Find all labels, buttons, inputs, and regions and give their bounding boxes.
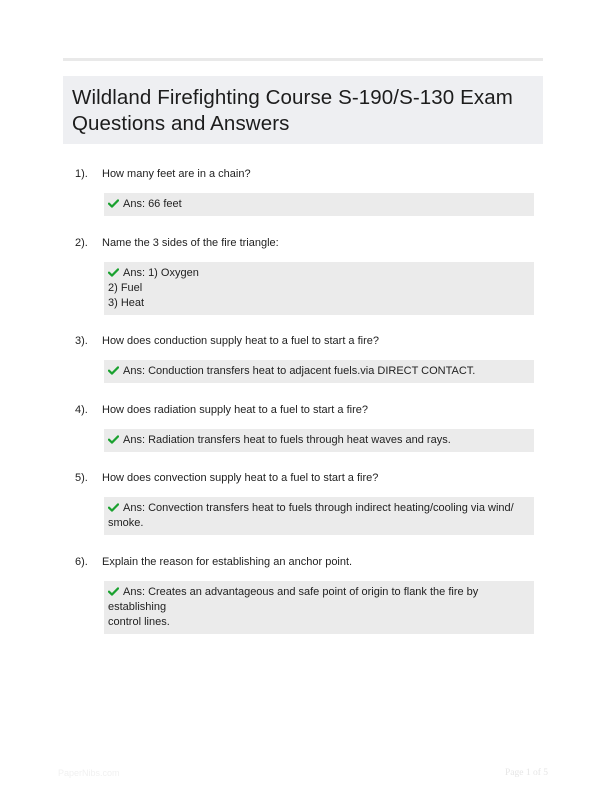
question-number: 1).	[75, 168, 88, 180]
document-title	[72, 85, 533, 137]
checkmark-icon	[108, 587, 119, 596]
checkmark-icon	[108, 268, 119, 277]
question-number: 4).	[75, 404, 88, 416]
answer-text: Ans: 66 feet	[123, 198, 182, 210]
answer-box	[104, 360, 534, 383]
title-banner	[63, 76, 543, 144]
answer-line: control lines.	[108, 616, 170, 628]
checkmark-icon	[108, 503, 119, 512]
answer-line: smoke.	[108, 517, 144, 529]
answer-line	[108, 197, 528, 212]
answer-text: Ans: Convection transfers heat to fuels through indirect heating/cooling via wind/	[123, 502, 514, 514]
checkmark-icon	[108, 199, 119, 208]
answer-line	[108, 266, 528, 281]
question-text: How many feet are in a chain?	[102, 168, 251, 180]
answer-line: 2) Fuel	[108, 282, 143, 294]
question-text: Explain the reason for establishing an anchor point.	[102, 556, 353, 568]
top-divider	[63, 58, 543, 61]
question-text: How does conduction supply heat to a fuel to start a fire?	[102, 335, 379, 347]
answer-line	[108, 433, 528, 448]
title-line-1: Wildland Firefighting Course S-190/S-130 Exam	[72, 86, 513, 109]
question-text: Name the 3 sides of the fire triangle:	[102, 237, 279, 249]
answer-box	[104, 497, 534, 535]
answer-text: Ans: Conduction transfers heat to adjacent fuels.via DIRECT CONTACT.	[123, 365, 476, 377]
answer-line	[108, 364, 528, 379]
question-number: 5).	[75, 472, 88, 484]
answer-box	[104, 429, 534, 452]
page-number: Page 1 of 5	[504, 768, 548, 778]
checkmark-icon	[108, 435, 119, 444]
answer-text: Ans: 1) Oxygen	[123, 267, 199, 279]
answer-box	[104, 193, 534, 216]
footer-watermark: PaperNibs.com	[58, 768, 120, 778]
answer-box	[104, 262, 534, 315]
question-text: How does radiation supply heat to a fuel to start a fire?	[102, 404, 368, 416]
question-number: 3).	[75, 335, 88, 347]
answer-line	[108, 585, 528, 615]
answer-text: Ans: Radiation transfers heat to fuels through heat waves and rays.	[123, 434, 451, 446]
answer-box	[104, 581, 534, 634]
answer-line	[108, 501, 528, 516]
title-line-2: Questions and Answers	[72, 112, 290, 135]
checkmark-icon	[108, 366, 119, 375]
answer-line: 3) Heat	[108, 297, 145, 309]
answer-text: Ans: Creates an advantageous and safe point of origin to flank the fire by establishing	[108, 586, 482, 613]
question-number: 6).	[75, 556, 88, 568]
question-number: 2).	[75, 237, 88, 249]
question-text: How does convection supply heat to a fuel to start a fire?	[102, 472, 379, 484]
